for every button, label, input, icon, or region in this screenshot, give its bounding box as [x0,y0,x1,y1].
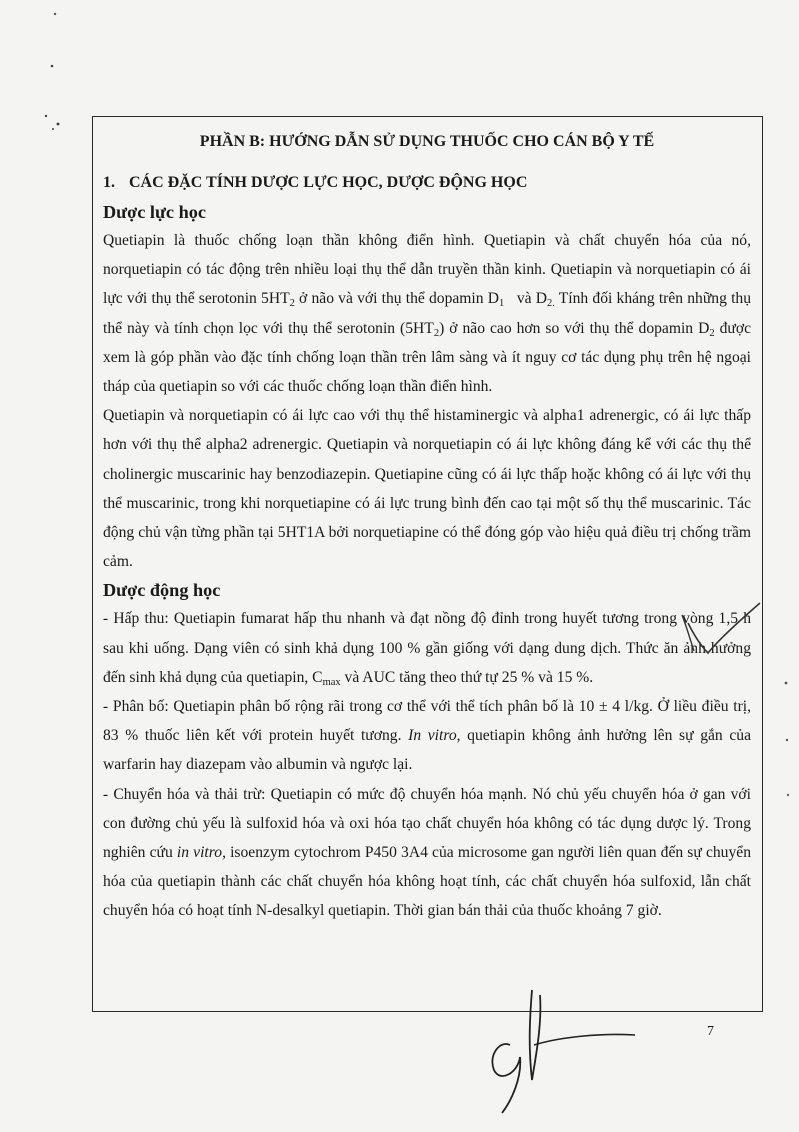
pharmacodynamics-paragraph-2: Quetiapin và norquetiapin có ái lực cao với thụ thể histaminergic và alpha1 adrenergic, có ái lực thấp hơn với thụ thể alpha2 adrenergic. Quetiapin và norquetiapin có ái lực không đáng kể với các thụ thể cholinergic muscarinic hay benzodiazepin. Quetiapine cũng có ái lực thấp hoặc không có ái lực với thụ thể muscarinic, trong khi norquetiapine có ái lực trung bình đến cao tại một số thụ thể muscarinic. Tác động chủ vận từng phần tại 5HT1A bởi norquetiapine có thể đóng góp vào hiệu quả điều trị chống trầm cảm. [103,407,751,571]
page-number: 7 [707,1024,714,1039]
absorption-paragraph: - Hấp thu: Quetiapin fumarat hấp thu nhanh và đạt nồng độ đỉnh trong huyết tương trong vòng 1,5 h sau khi uống. Dạng viên có sinh khả dụng 100 % gần giống với dạng dung dịch. Thức ăn ảnh hưởng đến sinh khả dụng của quetiapin, $C_{max}$ và AUC tăng theo thứ tự 25 % và 15 %. [103,610,751,688]
pen-mark [660,595,770,665]
pharmacodynamics-heading: Dược lực học [103,202,206,222]
metabolism-paragraph: - Chuyển hóa và thải trừ: Quetiapin có mức độ chuyển hóa mạnh. Nó chủ yếu chuyển hóa ở gan với con đường chủ yếu là sulfoxid hóa và oxi hóa tạo chất chuyển hóa không có tác dụng dược lý. Trong nghiên cứu in vitro, isoenzym cytochrom P450 3A4 của microsome gan người liên quan đến sự chuyển hóa của quetiapin thành các chất chuyển hóa không hoạt tính, các chất chuyển hóa sulfoxid, lẫn chất chuyển hóa có hoạt tính N-desalkyl quetiapin. Thời gian bán thải của thuốc khoảng 7 giờ. [103,785,751,920]
pharmacokinetics-heading: Dược động học [103,580,221,601]
page-title: PHẦN B: HƯỚNG DẪN SỬ DỤNG THUỐC CHO CÁN BỘ Y TẾ [199,133,655,150]
document-body [103,128,751,926]
distribution-paragraph: - Phân bố: Quetiapin phân bố rộng rãi trong cơ thể với thể tích phân bố là 10 ± 4 l/kg. Ở liều điều trị, 83 % thuốc liên kết với protein huyết tương. In vitro, quetiapin không ảnh hưởng lên sự gắn của warfarin hay diazepam vào albumin và ngược lại. [103,698,751,774]
section-number: 1. [103,174,115,191]
section-title: CÁC ĐẶC TÍNH DƯỢC LỰC HỌC, DƯỢC ĐỘNG HỌC [129,174,528,191]
section-heading [103,168,751,198]
handwritten-signature [480,985,680,1120]
pharmacodynamics-paragraph-1: Quetiapin là thuốc chống loạn thần không điển hình. Quetiapin và chất chuyển hóa của nó, norquetiapin có tác động trên nhiều loại thụ thể dẫn truyền thần kinh. Quetiapin và norquetiapin có ái lực với thụ thể serotonin $5HT_2$ ở não và với thụ thể dopamin $D_1$ và $D_{2.}$ Tính đối kháng trên những thụ thể này và tính chọn lọc với thụ thể serotonin $(5HT_2)$ ở não cao hơn so với thụ thể dopamin $D_2$ được xem là góp phần vào đặc tính chống loạn thần trên lâm sàng và ít nguy cơ tác dụng phụ trên hệ ngoại tháp của quetiapin so với các thuốc chống loạn thần điển hình. [103,232,752,396]
